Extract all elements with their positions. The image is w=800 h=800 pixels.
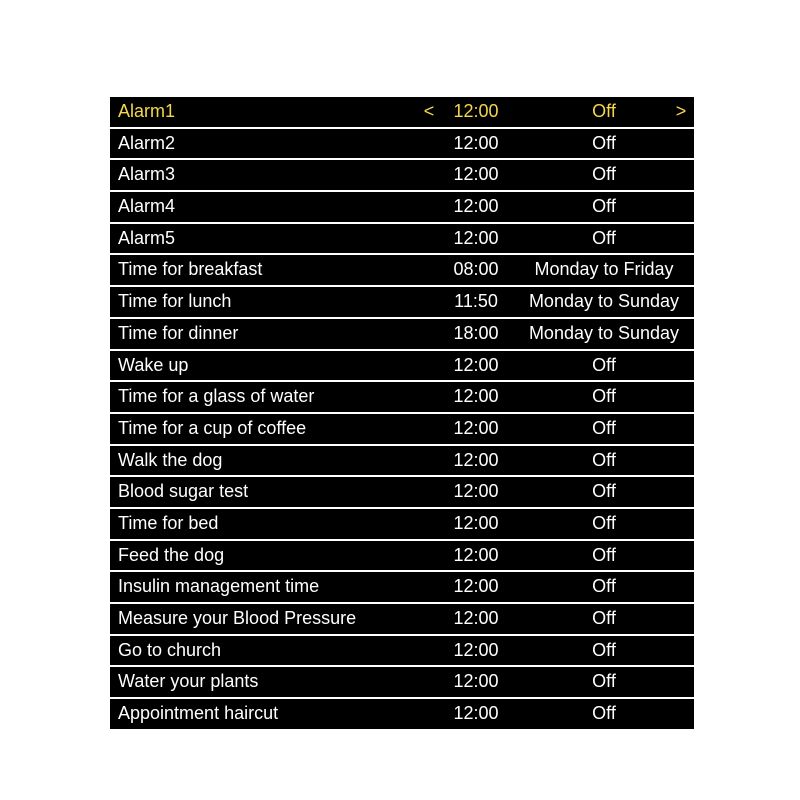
alarm-row[interactable] bbox=[110, 97, 694, 127]
alarm-row[interactable] bbox=[110, 541, 694, 571]
alarm-time: 12:00 bbox=[453, 196, 499, 217]
alarm-repeat: Monday to Friday bbox=[534, 259, 674, 280]
alarm-time: 12:00 bbox=[453, 386, 499, 407]
alarm-row[interactable] bbox=[110, 477, 694, 507]
alarm-time: 12:00 bbox=[453, 164, 499, 185]
alarm-label: Time for a cup of coffee bbox=[118, 417, 307, 438]
alarm-label: Time for lunch bbox=[118, 291, 232, 312]
alarm-repeat: Off bbox=[592, 101, 616, 121]
alarm-row[interactable] bbox=[110, 192, 694, 222]
alarm-row[interactable] bbox=[110, 382, 694, 412]
alarm-label: Time for bed bbox=[118, 512, 219, 533]
alarm-time: 11:50 bbox=[454, 291, 498, 312]
alarm-time: 12:00 bbox=[453, 417, 499, 438]
alarm-label: Go to church bbox=[118, 639, 222, 660]
alarm-row[interactable] bbox=[110, 604, 694, 634]
alarm-repeat: Off bbox=[592, 354, 616, 375]
alarm-time: 12:00 bbox=[453, 671, 499, 692]
alarm-label: Time for dinner bbox=[118, 322, 239, 343]
alarm-time: 12:00 bbox=[453, 639, 499, 660]
alarm-repeat: Off bbox=[592, 481, 616, 502]
alarm-time: 12:00 bbox=[453, 227, 499, 248]
alarm-time: 12:00 bbox=[453, 449, 499, 470]
alarm-label: Alarm3 bbox=[118, 164, 176, 185]
alarm-label: Alarm5 bbox=[118, 227, 176, 248]
alarm-row[interactable] bbox=[110, 319, 694, 349]
chevron-right-icon[interactable]: > bbox=[675, 101, 687, 121]
alarm-label: Blood sugar test bbox=[118, 481, 249, 502]
alarm-row[interactable] bbox=[110, 414, 694, 444]
alarm-row[interactable] bbox=[110, 509, 694, 539]
alarm-row[interactable] bbox=[110, 667, 694, 697]
alarm-time: 08:00 bbox=[453, 259, 499, 280]
alarm-repeat: Off bbox=[592, 544, 616, 565]
alarm-time: 12:00 bbox=[453, 481, 499, 502]
alarm-label: Alarm1 bbox=[118, 101, 176, 121]
alarm-time: 18:00 bbox=[453, 322, 499, 343]
alarm-repeat: Off bbox=[592, 417, 616, 438]
alarm-repeat: Off bbox=[592, 576, 616, 597]
alarm-label: Feed the dog bbox=[118, 544, 225, 565]
alarm-label: Wake up bbox=[118, 354, 189, 375]
alarm-row[interactable] bbox=[110, 572, 694, 602]
alarm-label: Insulin management time bbox=[118, 576, 320, 597]
alarm-label: Time for breakfast bbox=[118, 259, 263, 280]
alarm-time: 12:00 bbox=[453, 544, 499, 565]
alarm-repeat: Off bbox=[592, 386, 616, 407]
alarm-row[interactable] bbox=[110, 636, 694, 666]
alarm-time: 12:00 bbox=[453, 354, 499, 375]
alarm-repeat: Off bbox=[592, 227, 616, 248]
alarm-repeat: Off bbox=[592, 196, 616, 217]
alarm-repeat: Monday to Sunday bbox=[528, 291, 680, 312]
alarm-row[interactable] bbox=[110, 255, 694, 285]
alarm-time: 12:00 bbox=[453, 101, 499, 121]
alarm-list bbox=[110, 97, 694, 731]
alarm-row[interactable] bbox=[110, 129, 694, 159]
chevron-left-icon[interactable]: < bbox=[423, 101, 435, 121]
alarm-time: 12:00 bbox=[453, 132, 499, 153]
alarm-time: 12:00 bbox=[453, 576, 499, 597]
alarm-repeat: Off bbox=[592, 703, 616, 724]
alarm-repeat: Off bbox=[592, 164, 616, 185]
alarm-row[interactable] bbox=[110, 699, 694, 729]
alarm-repeat: Off bbox=[592, 671, 616, 692]
alarm-label: Appointment haircut bbox=[118, 703, 279, 724]
alarm-time: 12:00 bbox=[453, 608, 499, 628]
alarm-row[interactable] bbox=[110, 160, 694, 190]
alarm-label: Water your plants bbox=[118, 671, 259, 692]
alarm-time: 12:00 bbox=[453, 703, 499, 724]
alarm-repeat: Off bbox=[592, 608, 616, 628]
alarm-repeat: Off bbox=[592, 132, 616, 153]
alarm-label: Walk the dog bbox=[118, 449, 223, 470]
alarm-label: Time for a glass of water bbox=[118, 386, 315, 407]
alarm-label: Alarm4 bbox=[118, 196, 176, 217]
alarm-repeat: Off bbox=[592, 512, 616, 533]
alarm-row[interactable] bbox=[110, 224, 694, 254]
alarm-repeat: Off bbox=[592, 449, 616, 470]
alarm-time: 12:00 bbox=[453, 512, 499, 533]
alarm-row[interactable] bbox=[110, 446, 694, 476]
alarm-row[interactable] bbox=[110, 287, 694, 317]
alarm-label: Alarm2 bbox=[118, 132, 176, 153]
alarm-label: Measure your Blood Pressure bbox=[118, 608, 357, 628]
alarm-row[interactable] bbox=[110, 351, 694, 381]
alarm-repeat: Monday to Sunday bbox=[528, 322, 680, 343]
alarm-repeat: Off bbox=[592, 639, 616, 660]
